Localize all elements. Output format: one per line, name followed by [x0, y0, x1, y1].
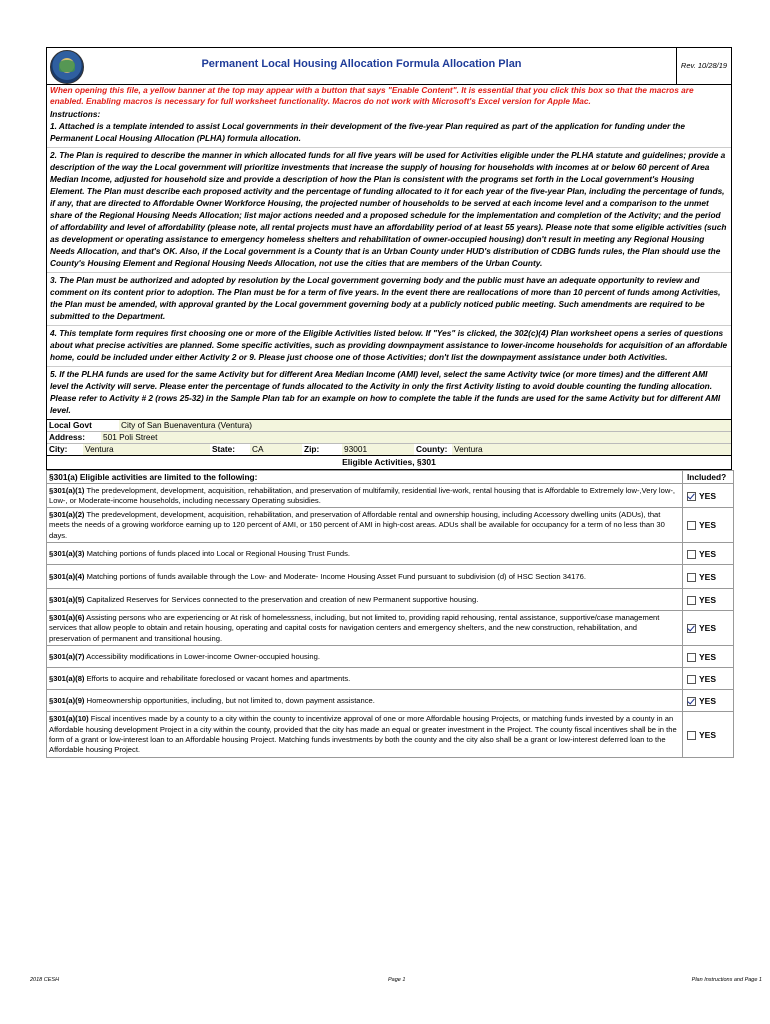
- activity-text: Accessibility modifications in Lower-income Owner-occupied housing.: [84, 651, 320, 661]
- eligible-activities-table: [46, 470, 734, 758]
- activity-text: Matching portions of funds available through the Low- and Moderate- Income Housing Asset Fund pursuant to subdivision (d) of HSC Section 34176.: [84, 571, 586, 581]
- activity-description: [47, 712, 683, 758]
- activity-row: [47, 668, 734, 690]
- activity-row: [47, 484, 734, 508]
- activity-code: §301(a)(1): [49, 485, 85, 495]
- activity-text: Matching portions of funds placed into Local or Regional Housing Trust Funds.: [84, 548, 350, 558]
- activity-row: [47, 712, 734, 758]
- yes-checkbox[interactable]: [687, 697, 696, 706]
- yes-checkbox[interactable]: [687, 521, 696, 530]
- activity-text: Fiscal incentives made by a county to a city within the county to incentivize approval of one or more Affordable housing Projects, or matching funds invested by a county in an Affordable housing development Project in a city within the county, provided that the city has made an equal or greater investment in the Project. The county fiscal incentives shall be in the form of a grant or low-interest loan to an Affordable housing Project. Matching funds investments by both the county and the city also shall be a grant or low-interest deferred loan to the Affordable housing Project.: [49, 714, 677, 755]
- activity-code: §301(a)(4): [49, 571, 85, 581]
- instruction-2: 2. The Plan is required to describe the manner in which allocated funds for all five years will be used for Activities eligible under the PLHA statute and guidelines; provide a description of the way the Local government will prioritize investments that increase the supply of housing for households with incomes at or below 60 percent of Area Median Income, adjusted for household size and provide a description of how the Plan is consistent with the programs set forth in the Local government's Housing Element. The Plan must describe each proposed activity and the percentage of funding allocated to it for each year of the five-year Plan, including the percentage of funds, if any, that are directed to Affordable Owner Workforce Housing, the projected number of households to be served at each income level and a comparison to the unmet share of the Regional Housing Needs Allocation; list major actions needed and a proposed schedule for the implementation and completion of the Activity; and the period of affordability and level of affordability (please note, all rental projects must have an affordability period of at least 55 years). Please note that some eligible activities (such as development or operating assistance to emergency homeless shelters and rehabilitation of owner-occupied housing) don't result in meeting any Regional Housing Needs Allocation, and that's OK. Also, if the Local government is a County that is an Urban County under HUD's distribution of CDBG funds rules, the Plan should use the County's Housing Element and Regional Housing Needs Allocation, not use the cities that are members of the Urban County.: [47, 147, 731, 272]
- instructions-block: [47, 107, 731, 147]
- address-row: [47, 431, 731, 443]
- yes-checkbox[interactable]: [687, 550, 696, 559]
- activity-description: [47, 565, 683, 589]
- yes-label: YES: [699, 548, 717, 559]
- local-govt-label: Local Govt: [49, 420, 92, 430]
- included-cell: [683, 589, 734, 611]
- city-field[interactable]: Ventura: [83, 444, 210, 455]
- included-cell: [683, 690, 734, 712]
- activity-code: §301(a)(5): [49, 594, 85, 604]
- activity-description: [47, 589, 683, 611]
- activity-description: [47, 690, 683, 712]
- activity-code: §301(a)(10): [49, 714, 89, 724]
- instructions-heading: Instructions:: [50, 109, 101, 119]
- activity-text: The predevelopment, development, acquisition, rehabilitation, and preservation of Affordable rental and ownership housing, including Accessory dwelling units (ADUs), that meets the needs of a growing workforce earning up to 120 percent of AMI, or 150 percent of AMI in high-cost areas. ADUs shall be available for occupancy for a term of no less than 30 days.: [49, 509, 665, 540]
- zip-label: Zip:: [304, 444, 320, 454]
- address-field[interactable]: 501 Poli Street: [101, 432, 731, 443]
- activity-code: §301(a)(7): [49, 651, 85, 661]
- activity-row: [47, 543, 734, 565]
- instructions: [46, 107, 732, 420]
- activity-description: [47, 668, 683, 690]
- yes-label: YES: [699, 571, 717, 582]
- activity-description: [47, 611, 683, 646]
- yes-checkbox[interactable]: [687, 675, 696, 684]
- local-govt-field[interactable]: City of San Buenaventura (Ventura): [119, 420, 731, 431]
- included-cell: [683, 565, 734, 589]
- footer-left: 2018 CESH: [30, 977, 60, 983]
- instruction-5: 5. If the PLHA funds are used for the same Activity but for different Area Median Income (AMI) level, select the same Activity twice (or more times) and the different AMI level the Activity will serve. Please enter the percentage of funds allocated to the Activity in only the first Activity listing to avoid double counting the funding allocation. Please refer to Activity # 2 (rows 25-32) in the Sample Plan tab for an example on how to complete the table if the funds are used for the same Activity but for different AMI level.: [47, 366, 731, 419]
- activity-code: §301(a)(6): [49, 612, 85, 622]
- local-govt-row: [47, 420, 731, 431]
- yes-checkbox[interactable]: [687, 596, 696, 605]
- yes-label: YES: [699, 651, 717, 662]
- included-cell: [683, 611, 734, 646]
- yes-label: YES: [699, 594, 717, 605]
- yes-label: YES: [699, 490, 717, 501]
- activity-text: Assisting persons who are experiencing or At risk of homelessness, including, but not limited to, providing rapid rehousing, rental assistance, supportive/case management services that allow people to obtain and retain housing, operating and capital costs for navigation centers and emergency shelters, and the new construction, rehabilitation, and preservation of permanent and transitional housing.: [49, 612, 660, 643]
- header-bar: [46, 47, 732, 85]
- activity-row: [47, 508, 734, 543]
- included-cell: [683, 508, 734, 543]
- activity-text: Homeownership opportunities, including, but not limited to, down payment assistance.: [84, 695, 375, 705]
- footer-right: Plan Instructions and Page 1: [691, 977, 762, 983]
- yes-checkbox[interactable]: [687, 653, 696, 662]
- activity-row: [47, 589, 734, 611]
- activity-text: The predevelopment, development, acquisition, rehabilitation, and preservation of multifamily, residential live-work, rental housing that is Affordable to Extremely low-,Very low-, Low-, or Moderate-income households, including necessary Operating subsidies.: [49, 485, 675, 505]
- instruction-4: 4. This template form requires first choosing one or more of the Eligible Activities listed below. If "Yes" is clicked, the 302(c)(4) Plan worksheet opens a series of questions about what precise activities are planned. Some specific activities, such as providing downpayment assistance to lower-income households for acquisition of an affordable home, could be included under either Activity 2 or 9. Please just choose one of those Activities; don't list the downpayment assistance under both Activities.: [47, 325, 731, 366]
- activity-row: [47, 565, 734, 589]
- yes-checkbox[interactable]: [687, 492, 696, 501]
- address-label: Address:: [49, 432, 85, 442]
- yes-label: YES: [699, 673, 717, 684]
- included-cell: [683, 668, 734, 690]
- included-heading: Included?: [683, 471, 734, 484]
- plan-sheet: [46, 47, 732, 758]
- yes-checkbox[interactable]: [687, 624, 696, 633]
- revision-label: Rev. 10/28/19: [676, 48, 731, 84]
- yes-label: YES: [699, 729, 717, 740]
- included-cell: [683, 712, 734, 758]
- included-cell: [683, 484, 734, 508]
- instruction-1: 1. Attached is a template intended to assist Local governments in their development of the five-year Plan required as part of the application for funding under the Permanent Local Housing Allocation (PLHA) formula allocation.: [50, 121, 685, 143]
- activity-code: §301(a)(8): [49, 673, 85, 683]
- yes-label: YES: [699, 520, 717, 531]
- activity-row: [47, 690, 734, 712]
- macro-warning: When opening this file, a yellow banner at the top may appear with a button that says "Enable Content". It is essential that you click this box so that the macros are enabled. Enabling macros is necessary for full worksheet functionality. Macros do not work with Microsoft's Excel version for Apple Mac.: [46, 85, 732, 107]
- footer-page: Page 1: [388, 977, 406, 983]
- activity-code: §301(a)(2): [49, 509, 85, 519]
- county-label: County:: [416, 444, 448, 454]
- address-block: [46, 420, 732, 456]
- included-cell: [683, 646, 734, 668]
- activity-text: Capitalized Reserves for Services connected to the preservation and creation of new Permanent supportive housing.: [84, 594, 479, 604]
- activity-code: §301(a)(9): [49, 695, 85, 705]
- eligible-activities-title: Eligible Activities, §301: [46, 456, 732, 470]
- city-label: City:: [49, 444, 68, 454]
- included-cell: [683, 543, 734, 565]
- page-title: Permanent Local Housing Allocation Formula Allocation Plan: [201, 58, 522, 70]
- zip-field[interactable]: 93001: [342, 444, 414, 455]
- activity-description: [47, 543, 683, 565]
- city-row: [47, 443, 731, 455]
- yes-label: YES: [699, 695, 717, 706]
- activity-description: [47, 646, 683, 668]
- activity-code: §301(a)(3): [49, 548, 85, 558]
- yes-checkbox[interactable]: [687, 731, 696, 740]
- instruction-3: 3. The Plan must be authorized and adopted by resolution by the Local government governing body and the public must have an adequate opportunity to review and comment on its content prior to adoption. The Plan must be for a term of five years. In the event there are reallocations of more than 10 percent of funds among Activities, the Plan must be amended, with approval granted by the Local government governing body at a publicly noticed public meeting. Such amendments are required to be submitted to the Department.: [47, 272, 731, 325]
- state-field[interactable]: CA: [250, 444, 302, 455]
- activity-row: [47, 646, 734, 668]
- yes-label: YES: [699, 623, 717, 634]
- state-label: State:: [212, 444, 236, 454]
- activity-text: Efforts to acquire and rehabilitate foreclosed or vacant homes and apartments.: [84, 673, 351, 683]
- activity-description: [47, 508, 683, 543]
- activity-row: [47, 611, 734, 646]
- activities-heading: §301(a) Eligible activities are limited to the following:: [47, 471, 683, 484]
- county-field[interactable]: Ventura: [452, 444, 731, 455]
- table-header-row: [47, 471, 734, 484]
- activity-description: [47, 484, 683, 508]
- yes-checkbox[interactable]: [687, 573, 696, 582]
